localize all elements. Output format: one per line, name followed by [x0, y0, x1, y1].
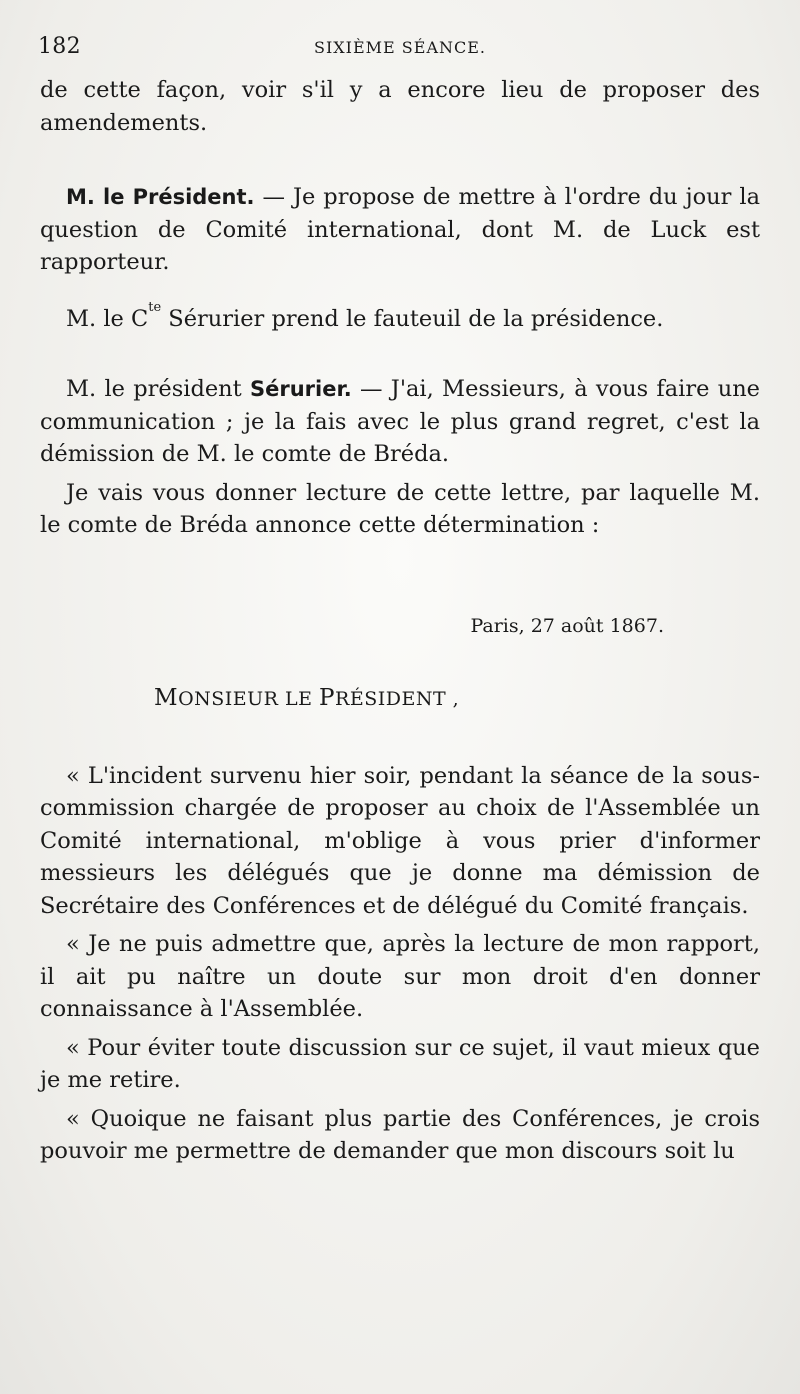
superscript: te	[148, 299, 162, 315]
speaker-name: M. le Président.	[66, 185, 255, 209]
speech-text: — Je propose de mettre à l'ordre du jour la question de Comité international, dont M. de Luck est rapporteur.	[40, 184, 760, 275]
running-title: SIXIÈME SÉANCE.	[313, 38, 487, 57]
text-segment: Sérurier prend le fauteuil de la présidence.	[161, 305, 664, 332]
letter-date: Paris, 27 août 1867.	[470, 614, 664, 637]
small-caps-text: RÉSIDENT ,	[335, 688, 460, 710]
page-header	[38, 34, 762, 64]
letter-paragraph: « Pour éviter toute discussion sur ce sujet, il vaut mieux que je me retire.	[40, 1034, 760, 1093]
paragraph-continuation: de cette façon, voir s'il y a encore lieu de proposer des amendements.	[40, 77, 760, 136]
letter-paragraph: « L'incident survenu hier soir, pendant la séance de la sous-commission chargée de proposer au choix de l'Assemblée un Comité international, m'oblige à vous prier d'informer messieurs les délégués que je donne ma démission de Secrétaire des Conférences et de délégué du Comité français.	[40, 762, 760, 919]
small-cap-initial: P	[319, 685, 336, 711]
letter-paragraph: « Quoique ne faisant plus partie des Conférences, je crois pouvoir me permettre de demander que mon discours soit lu	[40, 1105, 760, 1164]
letter-paragraph: « Je ne puis admettre que, après la lecture de mon rapport, il ait pu naître un doute sur mon droit d'en donner connaissance à l'Assemblée.	[40, 931, 760, 1022]
small-caps-text: ONSIEUR LE	[178, 688, 320, 710]
page-number: 182	[38, 34, 81, 59]
letter-salutation	[40, 682, 760, 716]
paragraph-reading-announcement: Je vais vous donner lecture de cette lettre, par laquelle M. le comte de Bréda annonce cette détermination :	[40, 479, 760, 538]
small-cap-initial: M	[154, 685, 179, 711]
paragraph-serurier-speech	[40, 373, 760, 471]
speech-text: — J'ai, Messieurs, à vous faire une communication ; je la fais avec le plus grand regret, c'est la démission de M. le comte de Bréda.	[40, 376, 760, 467]
text-segment: M. le C	[66, 305, 149, 332]
speaker-prefix: M. le président	[66, 376, 250, 402]
page-body	[40, 74, 760, 1168]
paragraph-president-proposal	[40, 181, 760, 279]
speaker-name: Sérurier.	[249, 377, 352, 401]
paragraph-presidency-change	[40, 299, 760, 336]
